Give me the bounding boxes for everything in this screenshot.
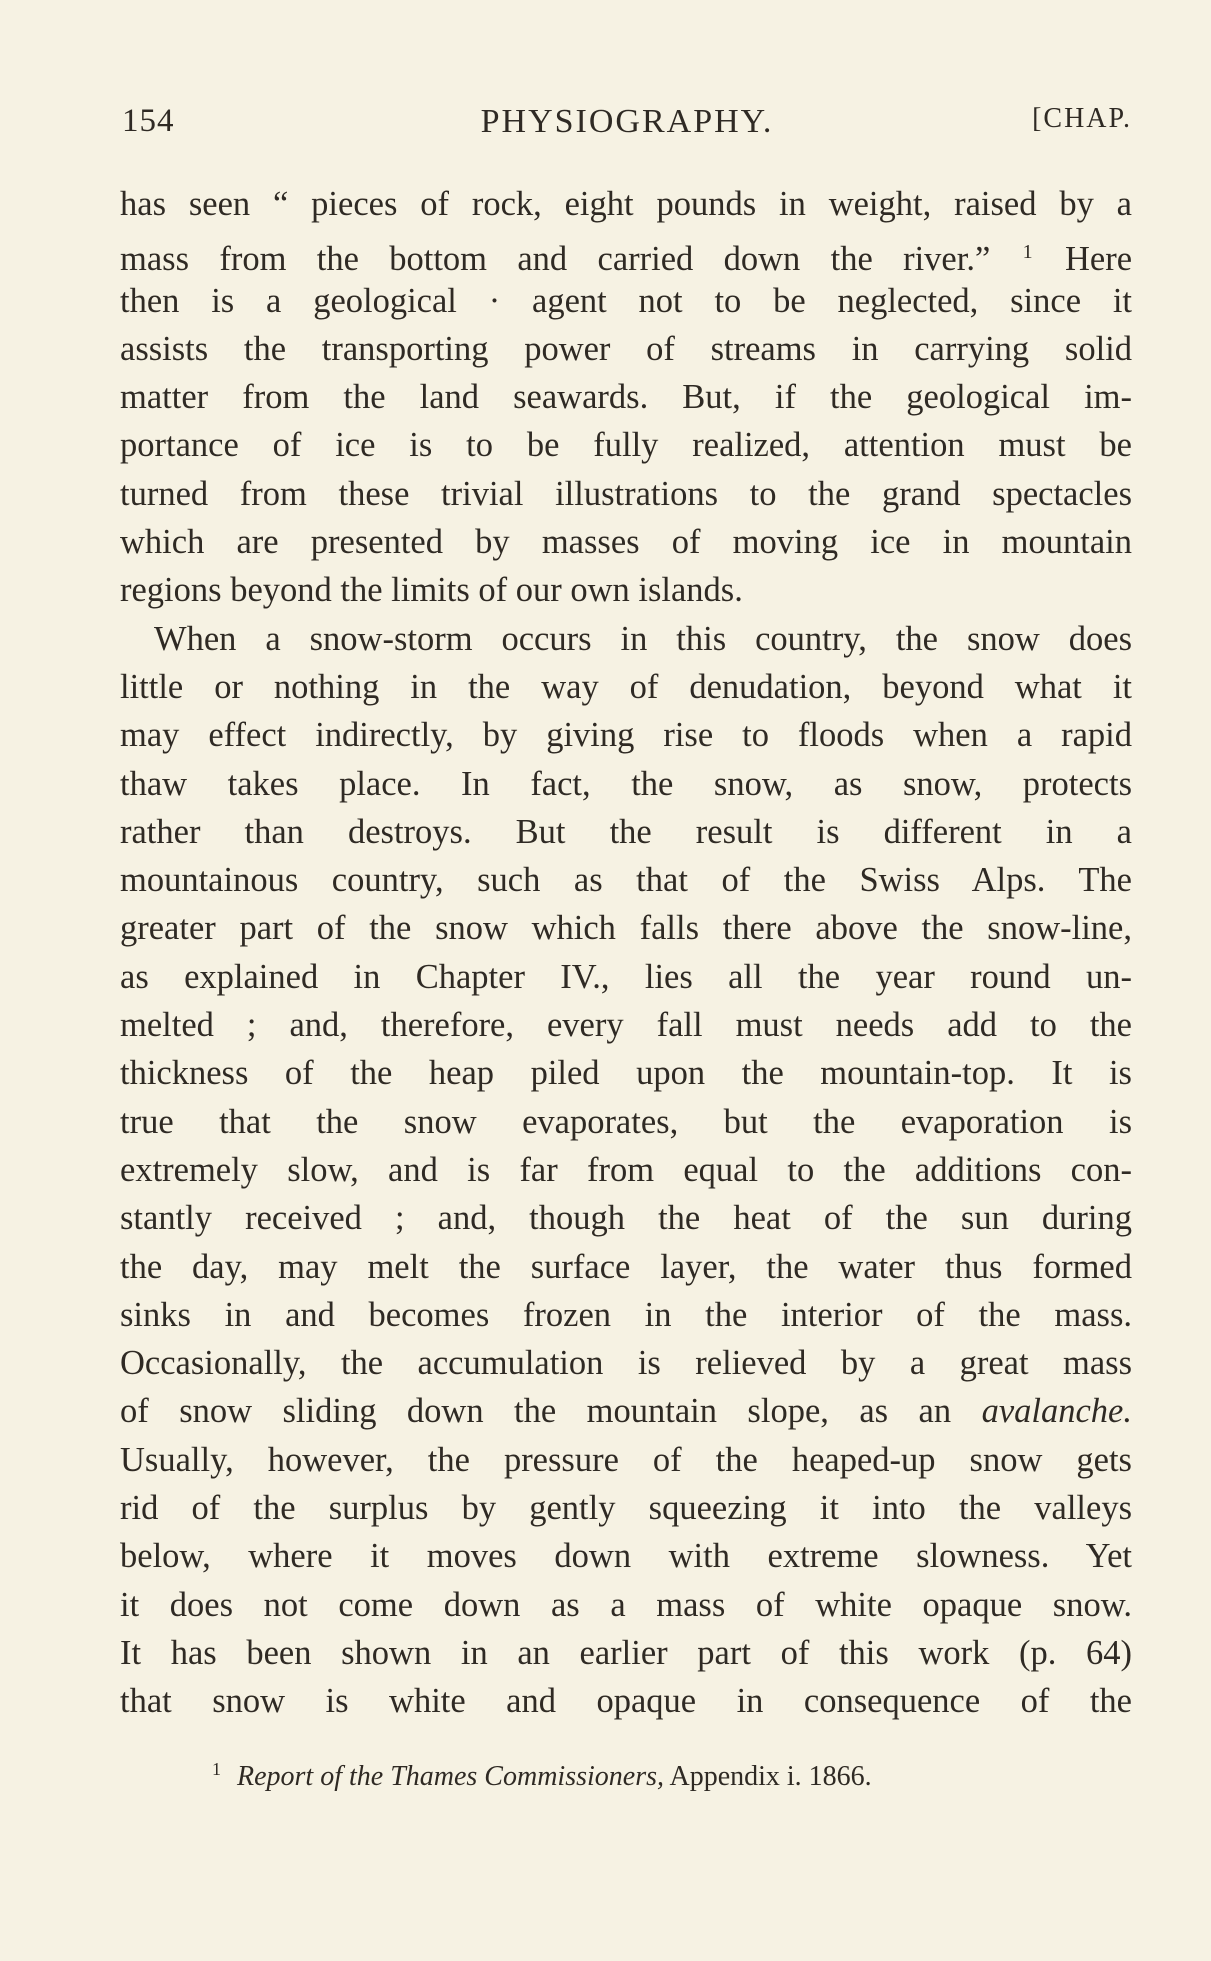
page-header <box>122 103 1132 149</box>
text-line: regions beyond the limits of our own islands. <box>120 571 743 610</box>
footnote-mark: 1 <box>212 1759 221 1779</box>
text-line <box>120 228 1133 279</box>
text-line: as explained in Chapter IV., lies all the year round un- <box>120 957 1132 996</box>
footnote-title: Report of the Thames Commissioners, <box>237 1761 664 1792</box>
text-line: rather than destroys. But the result is different in a <box>120 812 1132 851</box>
text-line <box>120 1387 1132 1435</box>
text-line: Occasionally, the accumulation is relieved by a great mass <box>120 1344 1132 1383</box>
text-line: turned from these trivial illustrations to the grand spectacles <box>120 474 1132 513</box>
text-line: melted ; and, therefore, every fall must needs add to the <box>120 1006 1132 1045</box>
text-line: assists the transporting power of streams in carrying solid <box>120 329 1132 368</box>
text-line: Usually, however, the pressure of the heaped-up snow gets <box>120 1440 1132 1479</box>
text-line: thaw takes place. In fact, the snow, as snow, protects <box>120 764 1132 803</box>
text-line: has seen “ pieces of rock, eight pounds in weight, raised by a <box>120 185 1132 223</box>
text-line: sinks in and becomes frozen in the interior of the mass. <box>120 1295 1132 1334</box>
text-line: extremely slow, and is far from equal to the additions con- <box>120 1150 1132 1189</box>
italic-term: avalanche. <box>981 1392 1132 1431</box>
text-line: mountainous country, such as that of the Swiss Alps. The <box>120 861 1132 900</box>
footnote <box>120 1751 1132 1795</box>
body-text <box>120 180 1132 1726</box>
text-segment: mass from the bottom and carried down the river.” <box>120 240 991 279</box>
text-line: portance of ice is to be fully realized, attention must be <box>120 426 1132 465</box>
text-line: may effect indirectly, by giving rise to floods when a rapid <box>120 716 1132 755</box>
text-line: little or nothing in the way of denudation, beyond what it <box>120 667 1132 706</box>
text-line: then is a geological · agent not to be neglected, since it <box>120 281 1132 320</box>
text-segment: Here <box>1064 240 1133 279</box>
footnote-text: Appendix i. 1866. <box>669 1761 872 1792</box>
text-line: greater part of the snow which falls there above the snow-line, <box>120 909 1132 948</box>
text-line: below, where it moves down with extreme slowness. Yet <box>120 1537 1132 1576</box>
text-segment: of snow sliding down the mountain slope, as an <box>120 1392 952 1431</box>
text-line: the day, may melt the surface layer, the water thus formed <box>120 1247 1132 1286</box>
paragraph-start-line: When a snow-storm occurs in this country, the snow does <box>154 619 1132 658</box>
text-line: matter from the land seawards. But, if the geological im- <box>120 378 1132 417</box>
text-line: that snow is white and opaque in consequence of the <box>120 1682 1132 1721</box>
text-line: thickness of the heap piled upon the mountain-top. It is <box>120 1054 1132 1093</box>
footnote-reference[interactable]: 1 <box>1022 241 1033 264</box>
text-line: which are presented by masses of moving ice in mountain <box>120 523 1132 562</box>
text-line: It has been shown in an earlier part of this work (p. 64) <box>120 1633 1132 1672</box>
text-line: stantly received ; and, though the heat of the sun during <box>120 1199 1132 1238</box>
text-line: true that the snow evaporates, but the evaporation is <box>120 1102 1132 1141</box>
page-number: 154 <box>122 103 175 139</box>
running-title: PHYSIOGRAPHY. <box>480 103 774 140</box>
text-line: rid of the surplus by gently squeezing it into the valleys <box>120 1489 1132 1528</box>
text-line: it does not come down as a mass of white opaque snow. <box>120 1585 1132 1624</box>
chapter-marker: [CHAP. <box>1032 103 1132 134</box>
